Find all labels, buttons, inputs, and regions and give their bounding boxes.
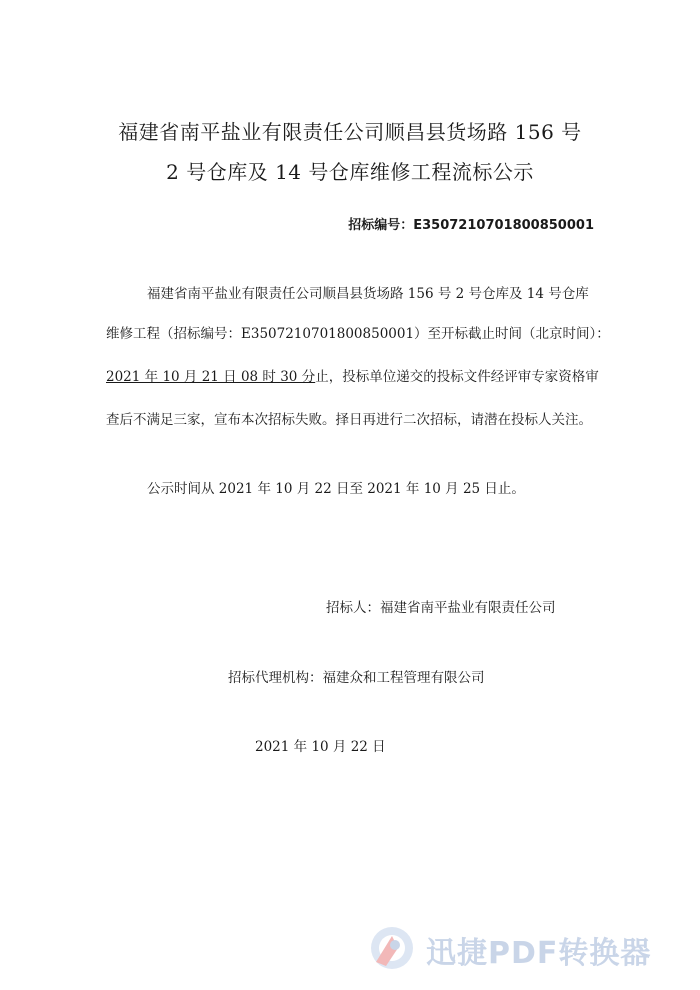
pdf-converter-logo-icon <box>362 922 420 974</box>
signature-date: 2021 年 10 月 22 日 <box>255 739 386 755</box>
body-paragraph-line-3 <box>106 367 599 387</box>
document-title-line-2: 2 号仓库及 14 号仓库维修工程流标公示 <box>166 160 534 184</box>
deadline-datetime: 2021 年 10 月 21 日 08 时 30 分 <box>106 369 316 385</box>
watermark-text: 迅捷PDF转换器 <box>426 936 652 971</box>
body-paragraph-line-4: 查后不满足三家，宣布本次招标失败。择日再进行二次招标，请潜在投标人关注。 <box>106 412 592 428</box>
tenderer-signature: 招标人：福建省南平盐业有限责任公司 <box>326 600 556 616</box>
body-paragraph-line-3-rest: 止，投标单位递交的投标文件经评审专家资格审 <box>315 369 599 385</box>
watermark <box>362 920 692 976</box>
body-paragraph-line-2: 维修工程（招标编号：E3507210701800850001）至开标截止时间（北京时间）： <box>106 326 610 342</box>
body-paragraph-line-1: 福建省南平盐业有限责任公司顺昌县货场路 156 号 2 号仓库及 14 号仓库 <box>147 286 589 302</box>
agency-signature: 招标代理机构：福建众和工程管理有限公司 <box>228 670 485 686</box>
notice-period: 公示时间从 2021 年 10 月 22 日至 2021 年 10 月 25 日止。 <box>147 481 525 497</box>
document-title-line-1: 福建省南平盐业有限责任公司顺昌县货场路 156 号 <box>118 120 582 144</box>
tender-reference-number: 招标编号：E3507210701800850001 <box>348 218 594 233</box>
